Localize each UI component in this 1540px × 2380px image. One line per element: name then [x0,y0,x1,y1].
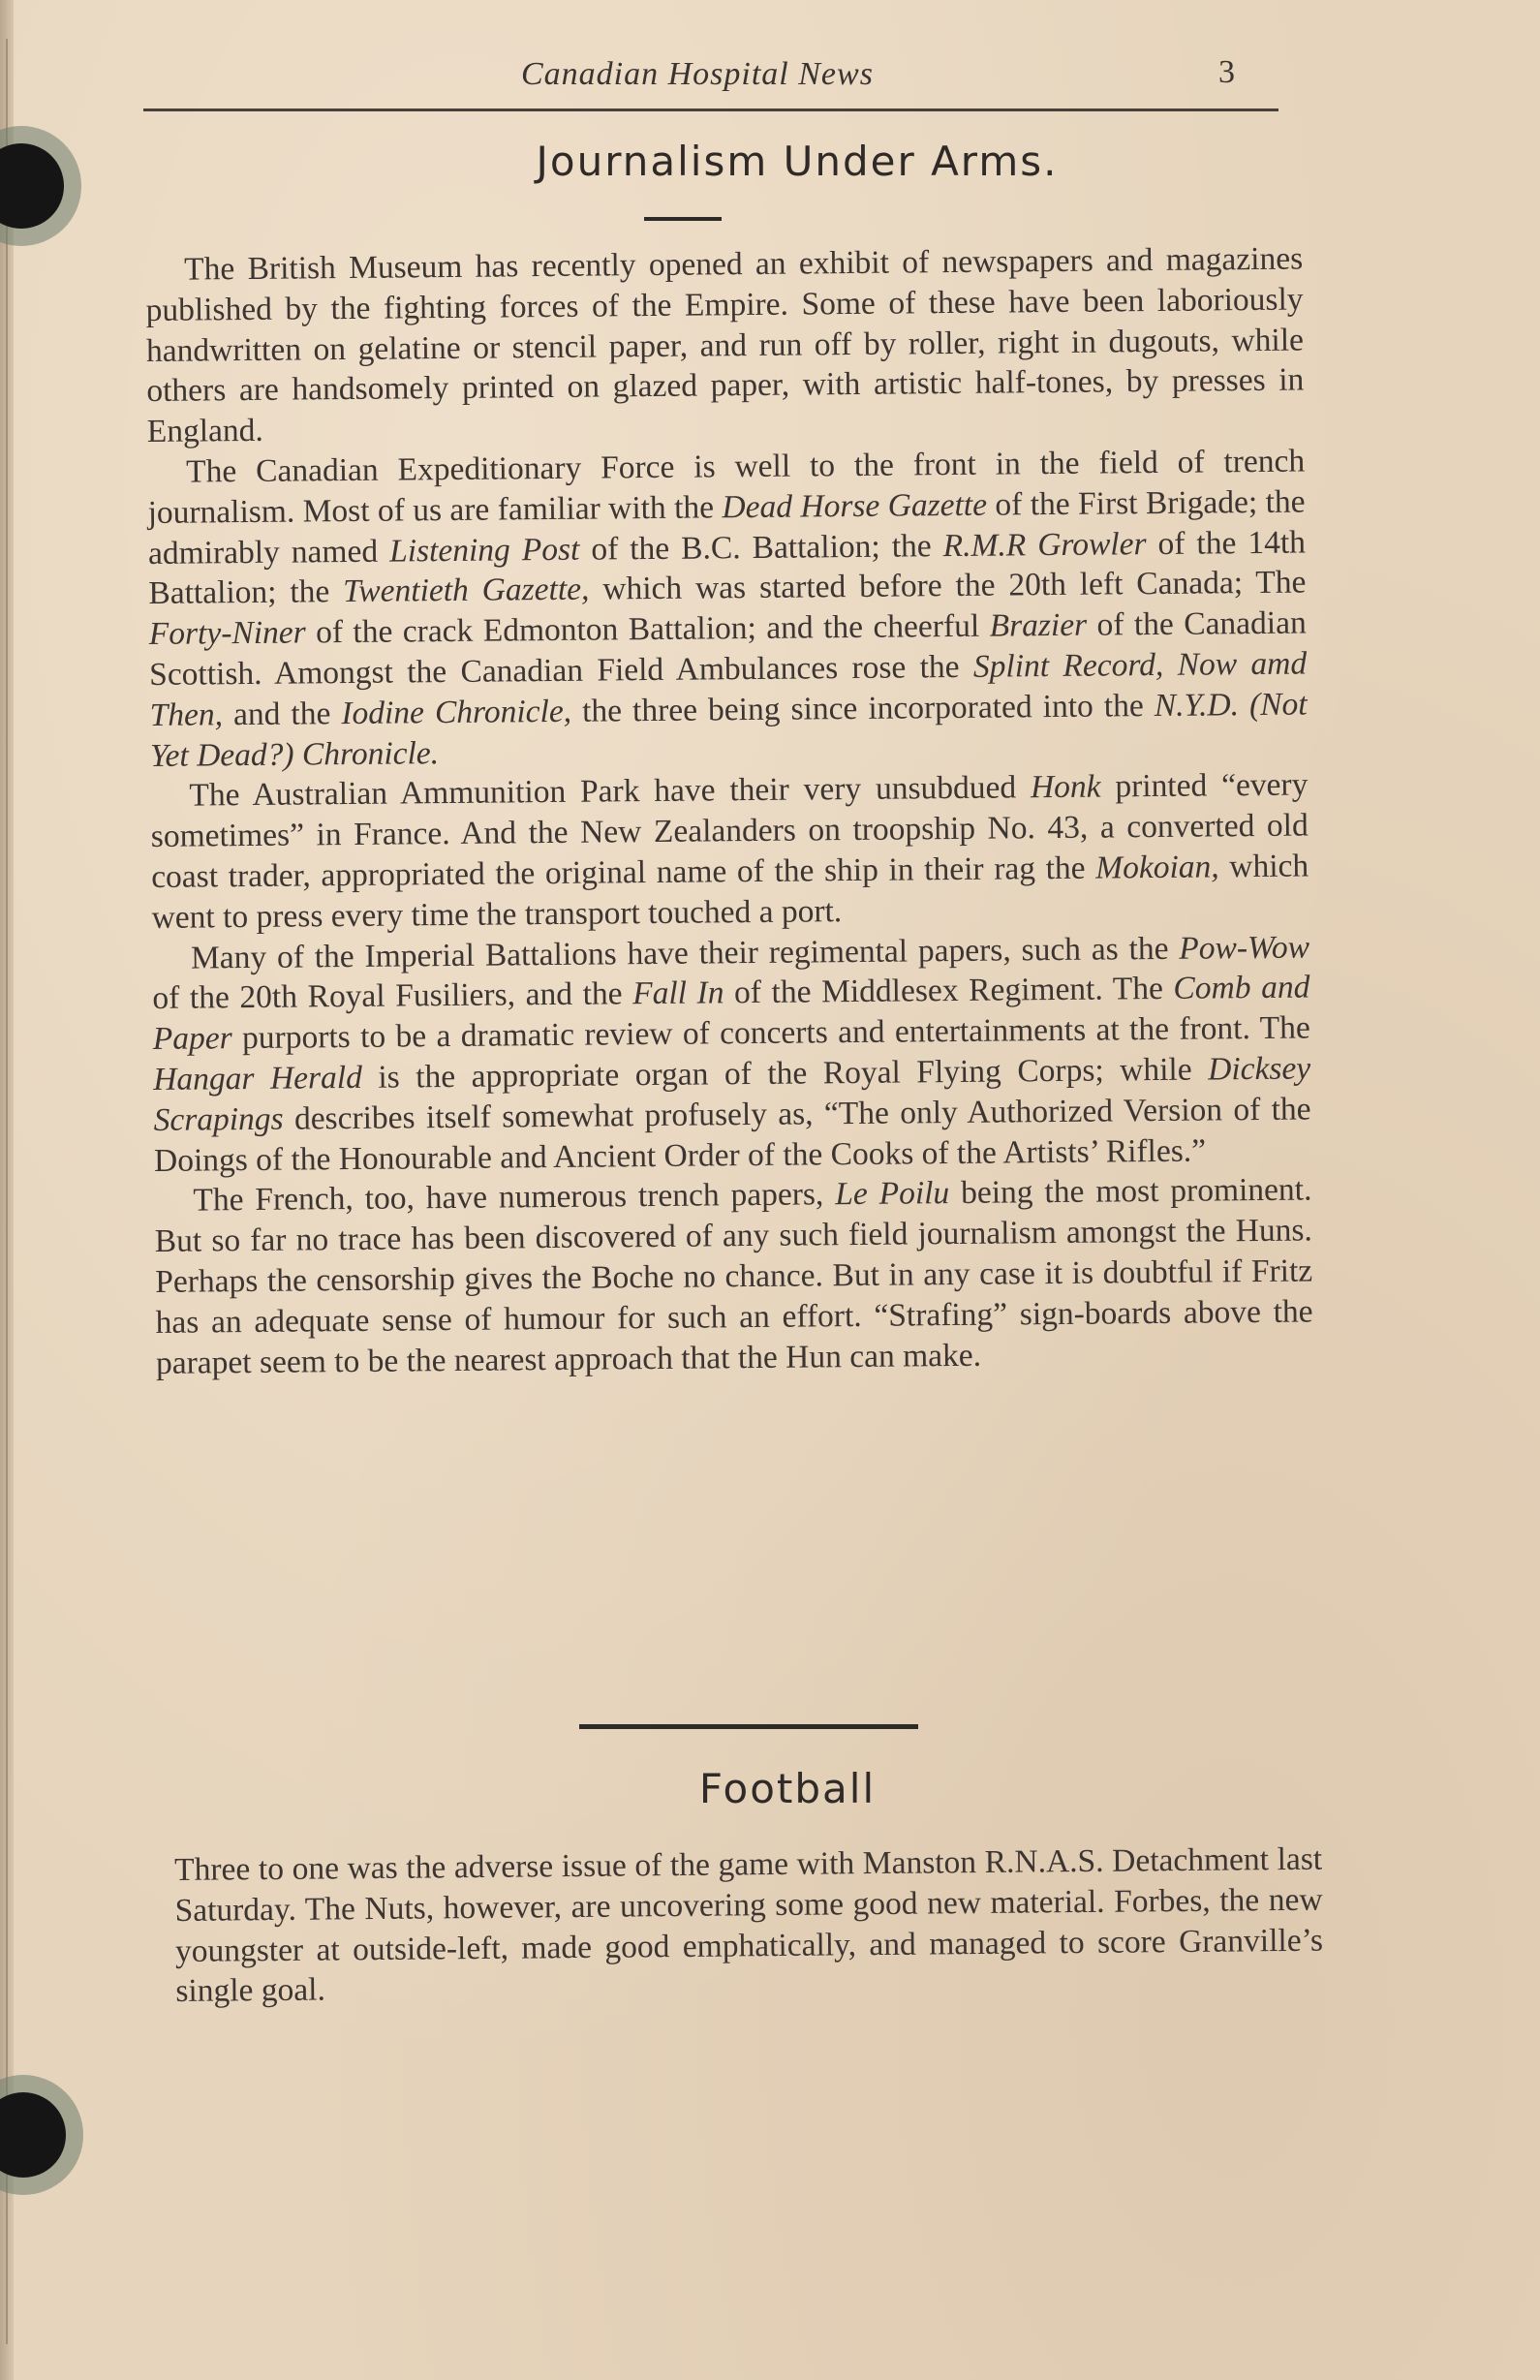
publication-title: Forty-Niner [148,614,306,653]
journalism-paragraph-2: The Canadian Expeditionary Force is well to the front in the field of trench journalism. Most of us are familiar with the Dead Horse Gazette of the First Brigade; the admirably named Listening Post of the B.C. Battalion; the R.M.R Growler of the 14th Battalion; the Twentieth Gazette, which was started before the 20th left Canada; The Forty-Niner of the crack Edmonton Battalion; and the cheerful Brazier of the Canadian Scottish. Amongst the Canadian Field Ambulances rose the Splint Record, Now amd Then, and the Iodine Chronicle, the three being since incorporated into the N.Y.D. (Not Yet Dead?) Chronicle. [147,443,1308,774]
journalism-paragraph-5: The French, too, have numerous trench papers, Le Poilu being the most prominent. But so far no trace has been discovered of any such field journalism amongst the Huns. Perhaps the censorship gives the Boche no chance. But in any case it is doubtful if Fritz has an adequate sense of humour for such an effort. “Strafing” sign-boards above the parapet seem to be the nearest approach that the Hun can make. [154,1171,1313,1381]
football-headline: Football [698,1765,877,1812]
football-article [174,1839,1324,2013]
publication-title: Listening Post [388,531,580,570]
binding-line [6,39,8,2344]
binding-strip [0,0,14,2380]
running-title: Canadian Hospital News [521,56,874,92]
page-number: 3 [1218,54,1235,90]
publication-title: Fall In [631,974,724,1012]
publication-title: Pow-Wow [1179,929,1310,967]
publication-title: Honk [1030,768,1101,806]
publication-title: Dicksey Scrapings [153,1050,1311,1138]
publication-title: Iodine Chronicle, [341,693,572,731]
section-divider [579,1724,918,1729]
publication-title: Brazier [989,606,1088,644]
journalism-paragraph-3: The Australian Ammunition Park have their very unsubdued Honk printed “every sometimes” in France. And the New Zealanders on troopship No. 43, a converted old coast trader, appropriated the original name of the ship in their rag the Mokoian, which went to press every time the transport touched a port. [150,766,1309,936]
publication-title: Hangar Herald [153,1059,363,1097]
punch-hole-bottom [0,2092,66,2178]
header-rule [143,108,1278,111]
publication-title: Comb and Paper [152,969,1310,1058]
publication-title: Now amd Then, [149,645,1308,733]
publication-title: R.M.R Growler [942,525,1147,564]
page-header [143,50,1277,118]
journalism-headline: Journalism Under Arms. [536,138,1059,185]
publication-title: Mokoian, [1095,849,1219,886]
publication-title: N.Y.D. (Not Yet Dead?) Chronicle. [149,686,1308,774]
publication-title: Le Poilu [835,1175,950,1213]
journalism-paragraph-1: The British Museum has recently opened an exhibit of newspapers and magazines published by the fighting forces of the Empire. Some of these have been laboriously handwritten on gelatine or stencil paper, and run off by roller, right in dugouts, while others are handsomely printed on glazed paper, with artistic half-tones, by presses in England. [145,240,1305,450]
headline-divider [644,217,722,221]
football-paragraph-1: Three to one was the adverse issue of the game with Manston R.N.A.S. Detachment last Saturday. The Nuts, however, are uncovering some good new material. Forbes, the new youngster at outside-left, made good emphatically, and managed to score Granville’s single goal. [174,1840,1324,2010]
journalism-paragraph-4: Many of the Imperial Battalions have their regimental papers, such as the Pow-Wow of the 20th Royal Fusiliers, and the Fall In of the Middlesex Regiment. The Comb and Paper purports to be a dramatic review of concerts and entertainments at the front. The Hangar Herald is the appropriate organ of the Royal Flying Corps; while Dicksey Scrapings describes itself somewhat profusely as, “The only Authorized Version of the Doings of the Honourable and Ancient Order of the Cooks of the Artists’ Rifles.” [152,929,1311,1179]
publication-title: Dead Horse Gazette [722,486,988,526]
publication-title: Twentieth Gazette, [343,571,590,610]
journalism-article [145,239,1313,1384]
publication-title: Splint Record, [972,646,1164,685]
